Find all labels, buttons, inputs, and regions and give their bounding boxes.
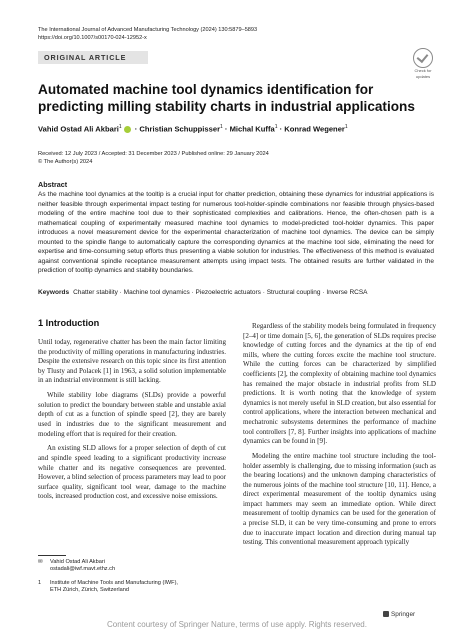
abstract-text: As the machine tool dynamics at the tooltip is a crucial input for chatter prediction, obtaining these dynamics for industrial applications is neither feasible through experimental impact testing for numerous tool-holder-spindle combinations nor feasible through physics-based modeling of the entire machine tool due to their sophisticated complexities and calibrations. Hence, the often-chosen path is a mathematical coupling of experimentally measured machine tool dynamics to model-predicted tool-holder dynamics. This paper introduces a novel measurement device for the experimental characterization of machine tool dynamics. The device can be simply mounted to the spindle flange to automatically capture the corresponding dynamics at the machine tool side, eliminating the need for expertise and time-consuming setup efforts thus presenting a viable solution for industries. The effectiveness of this method is evaluated against conventional spindle receptance measurement attempts using impact tests. The obtained results are further validated in the prediction of tooltip dynamics and stability boundaries. <box>38 191 434 274</box>
check-for-updates-button[interactable] <box>411 48 435 79</box>
paragraph: Until today, regenerative chatter has been the main factor limiting the productivity of milling operations in manufacturing industries. Despite the extensive research on this topic since its first attention by Tlusty and Polacek [1] in 1963, a solid solution implementable in an industrial environment is still lacking. <box>38 338 226 385</box>
journal-citation: The International Journal of Advanced Manufacturing Technology (2024) 130:5879–5893 <box>38 27 258 33</box>
corresponding-name: Vahid Ostad Ali Akbari <box>50 559 105 565</box>
doi-link[interactable]: https://doi.org/10.1007/s00170-024-12952-x <box>38 34 147 41</box>
affiliation-marker: 1 <box>38 580 42 586</box>
affiliation-line: Institute of Machine Tools and Manufacturing (IWF), <box>50 580 178 586</box>
footnote-divider <box>38 555 66 556</box>
author-list: Vahid Ostad Ali Akbari$^1$ · Christian Schuppisser$^1$ · Michal Kuffa$^1$ · Konrad Wegener$^1$ <box>38 124 348 134</box>
check-updates-line1: Check for <box>414 68 432 73</box>
copyright-line: © The Author(s) 2024 <box>38 158 93 165</box>
corresponding-email[interactable]: ostadali@iwf.mavt.ethz.ch <box>50 566 116 573</box>
affiliation-line: ETH Zürich, Zürich, Switzerland <box>50 587 129 594</box>
check-updates-line2: updates <box>415 73 431 79</box>
courtesy-notice: Content courtesy of Springer Nature, terms of use apply. Rights reserved. <box>107 620 367 629</box>
checkmark-icon <box>413 48 433 68</box>
author-affil: 1 <box>220 124 223 130</box>
springer-horse-icon <box>383 611 389 617</box>
affiliation-footnote <box>38 580 226 594</box>
paragraph: Regardless of the stability models being formulated in frequency [2–4] or time domain [5, 6], the generation of SLDs requires precise knowledge of cutting forces and the dynamics at the tip of end mills, where the cutting forces excite the machine tool structure. While the cutting forces can be characterized by simplified coefficients [2], the complexity of obtaining machine tool dynamics has remained the major obstacle in industrial profits from SLD predictions. It is worth noting that the knowledge of system dynamics is not merely useful in SLD creation, but also essential for control applications, where the interaction between mechanical and mechatronic subsystems determines the performance of machine tool controllers [7, 8]. Further insights into applications of machine dynamics can be found in [9]. <box>243 322 436 446</box>
author-affil: 1 <box>274 124 278 130</box>
paragraph: While stability lobe diagrams (SLDs) provide a powerful solution to predict the boundary between stable and unstable axial depth of cut as a function of spindle speed [2], they are barely used in industries due to the significant measurement and modeling effort that is required for their creation. <box>38 391 226 438</box>
author-affil: 1 <box>344 124 348 130</box>
keywords-list: Chatter stability · Machine tool dynamics · Piezoelectric actuators · Structural coupling · Inverse RCSA <box>73 289 368 296</box>
author-affil: 1 <box>118 124 122 130</box>
section-heading: 1 Introduction <box>38 318 100 328</box>
paper-title: Automated machine tool dynamics identification for predicting milling stability charts in industrial applications <box>38 82 415 114</box>
author-name[interactable]: Christian Schuppisser <box>139 124 221 134</box>
keywords-label: Keywords <box>38 289 70 296</box>
abstract-heading: Abstract <box>38 180 68 189</box>
left-column <box>38 338 226 507</box>
keywords-section <box>38 288 434 297</box>
article-type-badge <box>38 51 148 64</box>
journal-header <box>38 27 257 42</box>
corresponding-author-footnote <box>38 559 226 573</box>
publisher-logo <box>383 611 415 618</box>
dates-line: Received: 12 July 2023 / Accepted: 31 December 2023 / Published online: 29 January 2024 <box>38 151 269 157</box>
orcid-icon[interactable] <box>124 126 131 133</box>
article-type-label: ORIGINAL ARTICLE <box>44 53 127 62</box>
publisher-name: Springer <box>391 611 416 618</box>
paragraph: Modeling the entire machine tool structure including the tool-holder assembly is challenging, due to missing information (such as the bearing locations) and the unknown damping characteristics of the numerous joints of the machine tool structure [10, 11]. Hence, a direct experimental measurement of the tooltip dynamics using impact hammers may seem an immediate option. While direct measurement of tooltip dynamics can be used for the generation of a precise SLD, it can be very time-consuming and prone to errors due to inaccurate impact location and direction during manual tap testing. This conventional measurement approach typically <box>243 451 436 547</box>
envelope-icon: ✉ <box>38 559 43 565</box>
paragraph: An existing SLD allows for a proper selection of depth of cut and spindle speed leading to a significant productivity increase while chatter and its negative consequences are prevented. However, a blind selection of process parameters may lead to poor surface quality, significant tool wear, damage to the machine tools, increased production cost, and excessive noise emissions. <box>38 444 226 501</box>
author-name[interactable]: Konrad Wegener <box>284 124 345 134</box>
author-name[interactable]: Vahid Ostad Ali Akbari <box>38 124 119 134</box>
author-name[interactable]: Michal Kuffa <box>229 124 275 134</box>
publication-dates <box>38 151 269 166</box>
right-column <box>243 322 436 553</box>
